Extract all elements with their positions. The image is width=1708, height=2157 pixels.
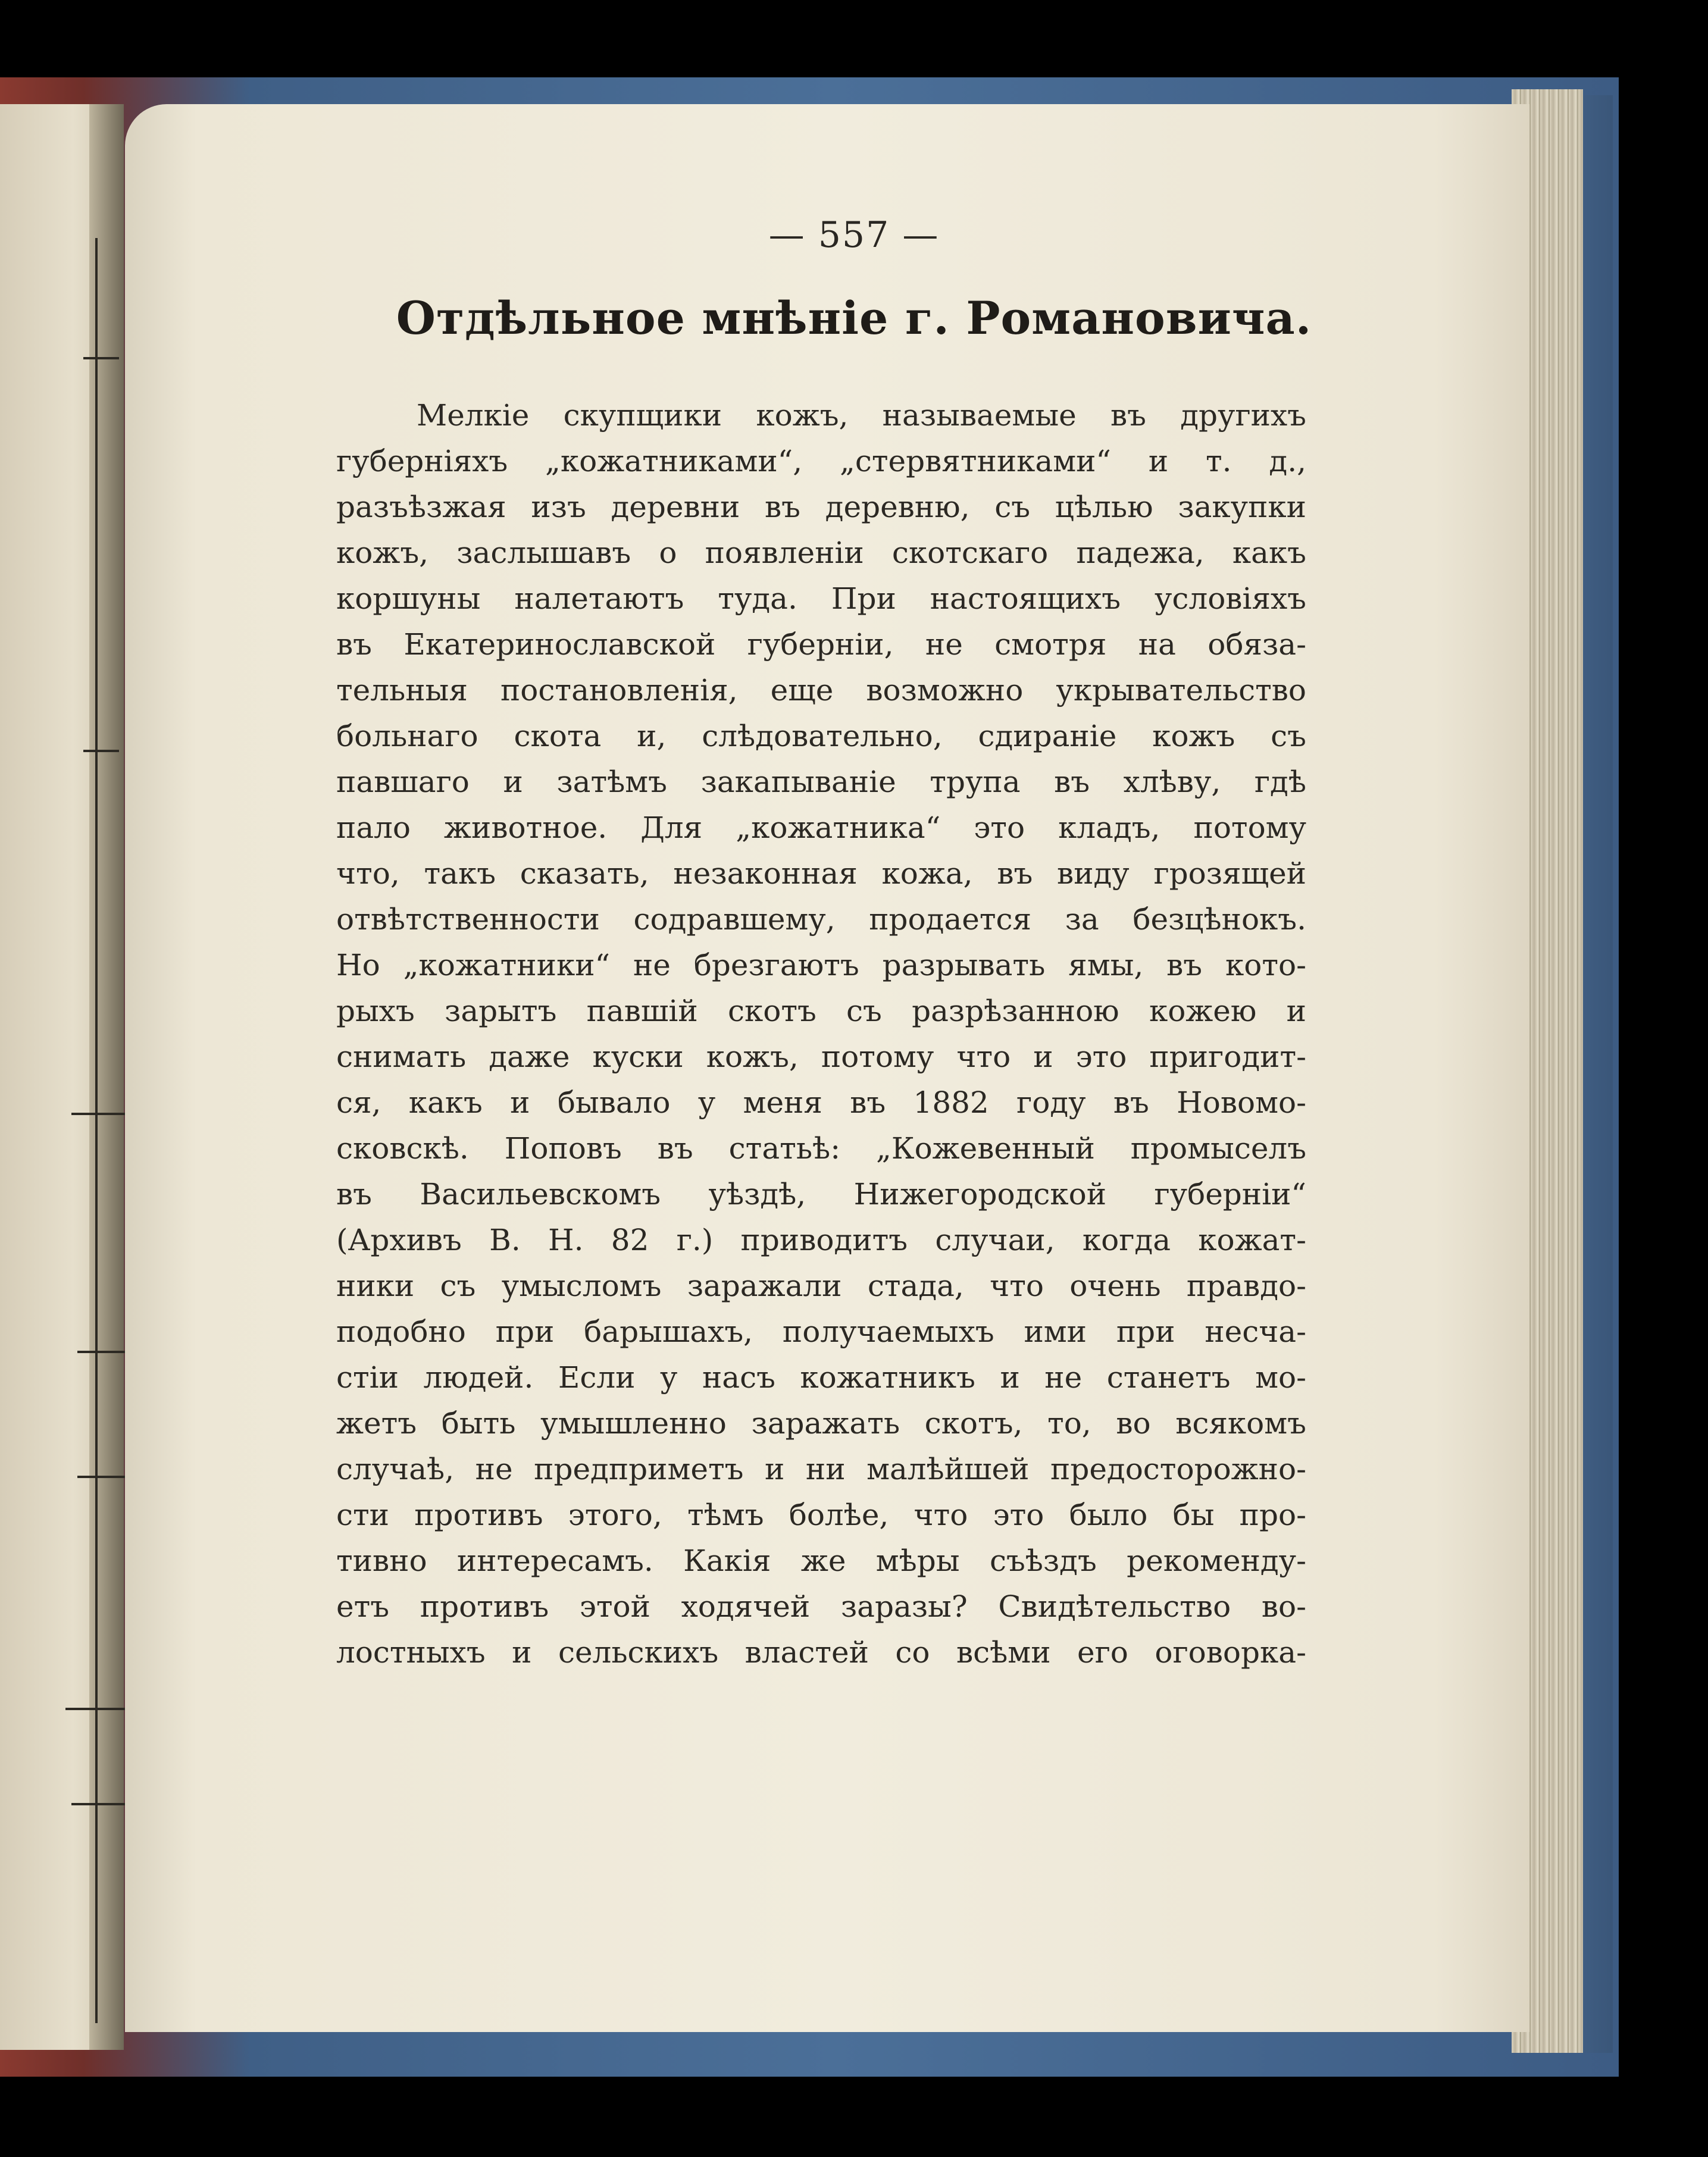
section-heading: Отдѣльное мнѣніе г. Романовича. [396, 292, 1312, 345]
binding-stitch [65, 1708, 125, 1710]
text-line: Мелкіе скупщики кожъ, называемые въ другихъ [417, 398, 1306, 433]
text-line: разъѣзжая изъ деревни въ деревню, съ цѣлью закупки [336, 490, 1306, 524]
text-line: коршуны налетаютъ туда. При настоящихъ условіяхъ [336, 581, 1306, 616]
text-line: подобно при барышахъ, получаемыхъ ими при несча- [336, 1314, 1306, 1349]
binding-thread [95, 238, 98, 2023]
text-line: отвѣтственности содравшему, продается за безцѣнокъ. [336, 902, 1306, 937]
text-line: сти противъ этого, тѣмъ болѣе, что это было бы про- [336, 1498, 1306, 1532]
text-line: снимать даже куски кожъ, потому что и это пригодит- [336, 1040, 1306, 1074]
binding-stitch [83, 750, 119, 752]
text-line: въ Екатеринославской губерніи, не смотря на обяза- [336, 627, 1306, 662]
text-line: ники съ умысломъ заражали стада, что очень правдо- [336, 1269, 1306, 1303]
text-line: пало животное. Для „кожатника“ это кладъ, потому [336, 810, 1306, 845]
binding-stitch [83, 357, 119, 359]
text-line: въ Васильевскомъ уѣздѣ, Нижегородской губерніи“ [336, 1177, 1306, 1211]
text-line: кожъ, заслышавъ о появленіи скотскаго падежа, какъ [336, 536, 1306, 570]
text-line: рыхъ зарытъ павшій скотъ съ разрѣзанною кожею и [336, 994, 1306, 1028]
text-line: тельныя постановленія, еще возможно укрывательство [336, 673, 1306, 707]
binding-stitch [77, 1476, 125, 1478]
text-line: лостныхъ и сельскихъ властей со всѣми его оговорка- [336, 1635, 1306, 1670]
book-gutter [89, 104, 124, 2050]
binding-stitch [77, 1351, 125, 1353]
text-line: губерніяхъ „кожатниками“, „стервятниками“ и т. д., [336, 444, 1306, 478]
body-text [336, 393, 1306, 1676]
text-line: павшаго и затѣмъ закапываніе трупа въ хлѣву, гдѣ [336, 765, 1306, 799]
text-line: Но „кожатники“ не брезгаютъ разрывать ямы, въ кото- [336, 948, 1306, 982]
text-line: етъ противъ этой ходячей заразы? Свидѣтельство во- [336, 1589, 1306, 1624]
text-line: больнаго скота и, слѣдовательно, сдираніе кожъ съ [336, 719, 1306, 753]
text-line: жетъ быть умышленно заражать скотъ, то, во всякомъ [336, 1406, 1306, 1441]
text-line: сковскѣ. Поповъ въ статьѣ: „Кожевенный промыселъ [336, 1131, 1306, 1166]
text-line: стіи людей. Если у насъ кожатникъ и не станетъ мо- [336, 1360, 1306, 1395]
page-number: — 557 — [768, 214, 940, 256]
binding-stitch [71, 1803, 125, 1805]
binding-stitch [71, 1113, 125, 1115]
text-line: (Архивъ В. Н. 82 г.) приводитъ случаи, когда кожат- [336, 1223, 1306, 1257]
text-line: тивно интересамъ. Какія же мѣры съѣздъ рекоменду- [336, 1544, 1306, 1578]
text-line: случаѣ, не предприметъ и ни малѣйшей предосторожно- [336, 1452, 1306, 1486]
text-line: ся, какъ и бывало у меня въ 1882 году въ Новомо- [336, 1085, 1306, 1120]
text-line: что, такъ сказать, незаконная кожа, въ виду грозящей [336, 856, 1306, 891]
